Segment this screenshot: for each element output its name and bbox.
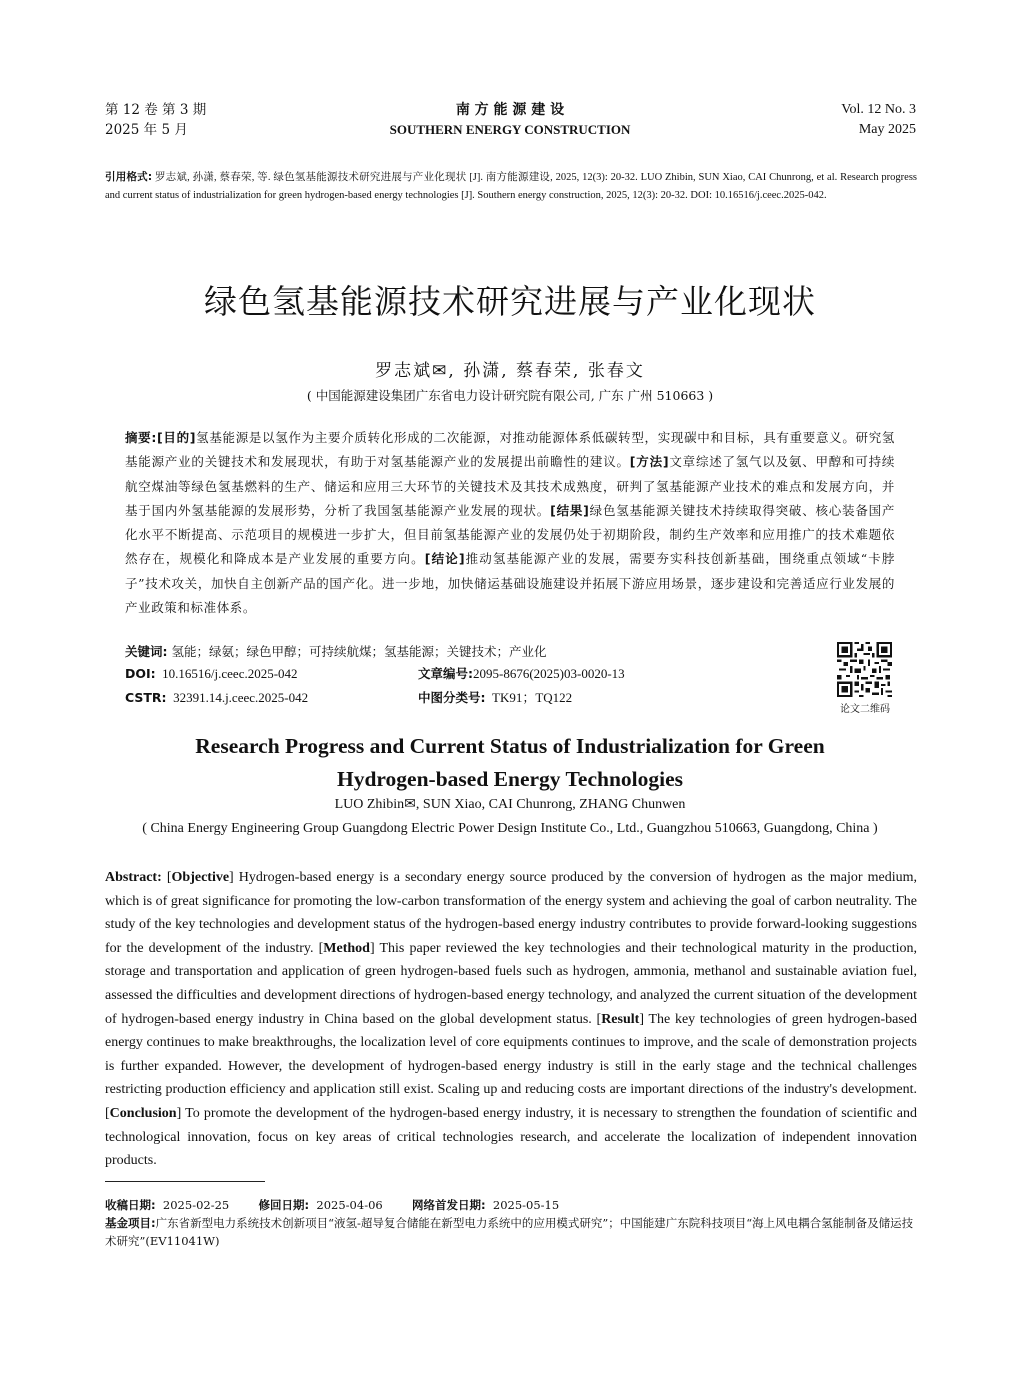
journal-name-en: SOUTHERN ENERGY CONSTRUCTION <box>389 122 631 137</box>
objective-text-cn: 氢基能源是以氢作为主要介质转化形成的二次能源，对推动能源体系低碳转型，实现碳中和目标，具有重要意义。研究氢基能源产业的关键技术和发展现状，有助于对氢基能源产业的发展提出前瞻性的建议。 <box>125 430 895 470</box>
date-en: May 2025 <box>858 122 916 137</box>
conclusion-text-en: To promote the development of the hydrogen-based energy industry, it is necessary to strengthen the foundation of scientific and technological innovation, focus on key areas of critical technologies research, and accelerate the localization of independent innovation products. <box>105 1105 917 1169</box>
keywords-cn <box>125 640 546 664</box>
keywords-label: 关键词: <box>125 644 168 659</box>
qr-code-icon[interactable] <box>837 642 892 697</box>
result-tag-en: Result <box>601 1011 640 1027</box>
volume-issue: 第 12 卷 第 3 期 <box>105 102 207 118</box>
fund-text: 广东省新型电力系统技术创新项目“液氢-超导复合储能在新型电力系统中的应用模式研究”；中国能建广东院科技项目“海上风电耦合氢能制备及储运技术研究”(EV11041W) <box>105 1216 914 1248</box>
footnote-divider <box>105 1181 265 1182</box>
method-tag-en: Method <box>323 940 370 956</box>
citation-text: 罗志斌, 孙潇, 蔡春荣, 等. 绿色氢基能源技术研究进展与产业化现状 [J]. 南方能源建设, 2025, 12(3): 20-32. LUO Zhibin, SUN Xiao, CAI Chunrong, et al. Research progress and current status of industrialization for green hydrogen-based energy technologies [J]. Southern energy construction, 2025, 12(3): 20-32. DOI: 10.16516/j.ceec.2025-042. <box>105 172 917 201</box>
affiliation-cn: ( 中国能源建设集团广东省电力设计研究院有限公司, 广东 广州 510663 ) <box>306 388 714 403</box>
online-label: 网络首发日期: <box>411 1198 486 1212</box>
abstract-cn <box>125 426 895 620</box>
paper-title-en <box>0 730 1020 796</box>
paper-title-en-line2: Hydrogen-based Energy Technologies <box>336 767 684 791</box>
qr-code-label: 论文二维码 <box>840 704 890 715</box>
publication-date: 2025 年 5 月 <box>105 122 188 138</box>
online-date: 2025-05-15 <box>492 1198 560 1212</box>
vol-no-en: Vol. 12 No. 3 <box>841 102 916 117</box>
article-number-label: 文章编号: <box>418 666 473 681</box>
conclusion-text-cn: 推动氢基能源产业的发展，需要夯实科技创新基础，围绕重点领域“卡脖子”技术攻关，加快自主创新产品的国产化。进一步地，加快储运基础设施建设并拓展下游应用场景，逐步建设和完善适应行业发展的产业政策和标准体系。 <box>125 551 896 616</box>
conclusion-tag-en: Conclusion <box>109 1105 177 1121</box>
result-tag-cn: [结果] <box>550 502 590 518</box>
cstr-label: CSTR: <box>125 690 167 705</box>
fund-row <box>105 1214 917 1250</box>
cstr-value: 32391.14.j.ceec.2025-042 <box>173 690 309 705</box>
abstract-en-label: Abstract: <box>105 870 162 885</box>
received-date: 2025-02-25 <box>162 1198 230 1212</box>
objective-tag-en: Objective <box>171 870 230 885</box>
revised-date: 2025-04-06 <box>316 1198 383 1212</box>
paper-title-en-line1: Research Progress and Current Status of Industrialization for Green <box>195 734 825 758</box>
result-text-cn: 绿色氢基能源关键技术持续取得突破、核心装备国产化水平不断提高、示范项目的规模进一步扩大，但目前氢基能源产业的发展仍处于初期阶段，制约生产效率和应用推广的技术难题依然存在，规模化和降成本是产业发展的重要方向。 <box>125 502 896 567</box>
doi-value[interactable]: 10.16516/j.ceec.2025-042 <box>162 666 298 681</box>
article-number-row <box>418 664 625 684</box>
citation-format <box>105 168 917 205</box>
method-text-en: This paper reviewed the key technologies and their technological maturity in the production, storage and transportation and application of green hydrogen-based fuels such as hydrogen, ammonia, methanol and sustainable aviation fuel, assessed the difficulties and development directions of hydrogen-based energy technology, and analyzed the current situation of the development of hydrogen-based energy industry in China based on the global development status. <box>105 940 917 1027</box>
doi-row <box>125 664 298 684</box>
conclusion-tag-cn: [结论] <box>424 551 466 567</box>
method-tag-cn: [方法] <box>629 454 670 470</box>
paper-title-cn: 绿色氢基能源技术研究进展与产业化现状 <box>204 282 816 321</box>
affiliation-en: ( China Energy Engineering Group Guangdong Electric Power Design Institute Co., Ltd., Guangzhou 510663, Guangdong, China ) <box>142 821 878 836</box>
authors-cn: 罗志斌✉, 孙潇, 蔡春荣, 张春文 <box>375 361 645 381</box>
abstract-cn-label: 摘要: <box>125 430 157 445</box>
keywords-text: 氢能；绿氨；绿色甲醇；可持续航煤；氢基能源；关键技术；产业化 <box>167 644 547 659</box>
objective-tag-cn: [目的] <box>156 430 197 445</box>
article-number-value: 2095-8676(2025)03-0020-13 <box>473 666 625 681</box>
citation-label: 引用格式: <box>105 171 153 183</box>
authors-en: LUO Zhibin✉, SUN Xiao, CAI Chunrong, ZHANG Chunwen <box>334 797 686 812</box>
fund-label: 基金项目: <box>105 1216 156 1230</box>
doi-label: DOI: <box>125 666 156 681</box>
clc-label: 中图分类号: <box>418 690 486 705</box>
journal-name-cn: 南 方 能 源 建 设 <box>455 102 565 118</box>
method-text-cn: 文章综述了氢气以及氨、甲醇和可持续航空煤油等绿色氢基燃料的生产、储运和应用三大环节的关键技术及其技术成熟度，研判了氢基能源产业技术的难点和发展方向，并基于国内外氢基能源的发展形势，分析了我国氢基能源产业发展的现状。 <box>125 454 896 518</box>
clc-value: TK91；TQ122 <box>492 690 573 705</box>
clc-row <box>418 688 572 708</box>
cstr-row <box>125 688 308 708</box>
objective-text-en: Hydrogen-based energy is a secondary energy source produced by the conversion of hydrogen as the major medium, which is of great significance for promoting the low-carbon transformation of the energy system and achieving the goal of carbon neutrality. The study of the key technologies and development status of the hydrogen-based energy industry contributes to provide forward-looking suggestions for the development of the industry. <box>105 870 917 956</box>
revised-label: 修回日期: <box>258 1198 310 1212</box>
result-text-en: The key technologies of green hydrogen-based energy continues to make breakthroughs, the localization level of core equipments continues to improve, and the scale of demonstration projects is further expanded. However, the development of hydrogen-based energy industry is still in the early stage and the technical challenges restricting production efficiency and application still exist. Scaling up and reducing costs are important directions of the industry's development. <box>105 1011 917 1098</box>
abstract-en: Abstract: [Objective] Hydrogen-based energy is a secondary energy source produced by the conversion of hydrogen as the major medium, which is of great significance for promoting the low-carbon transformation of the energy system and achieving the goal of carbon neutrality. The study of the key technologies and development status of the hydrogen-based energy industry contributes to provide forward-looking suggestions for the development of the industry. [Method] This paper reviewed the key technologies and their technological maturity in the production, storage and transportation and application of green hydrogen-based fuels such as hydrogen, ammonia, methanol and sustainable aviation fuel, assessed the difficulties and development directions of hydrogen-based energy technology, and analyzed the current situation of the development of hydrogen-based energy industry in China based on the global development status. [Result] The key technologies of green hydrogen-based energy continues to make breakthroughs, the localization level of core equipments continues to improve, and the scale of demonstration projects is further expanded. However, the development of hydrogen-based energy industry is still in the early stage and the technical challenges restricting production efficiency and application still exist. Scaling up and reducing costs are important directions of the industry's development. [Conclusion] To promote the development of the hydrogen-based energy industry, it is necessary to strengthen the foundation of scientific and technological innovation, focus on key areas of critical technologies research, and accelerate the localization of independent innovation products. <box>105 870 917 1169</box>
received-label: 收稿日期: <box>105 1198 156 1212</box>
dates-row <box>105 1196 917 1214</box>
